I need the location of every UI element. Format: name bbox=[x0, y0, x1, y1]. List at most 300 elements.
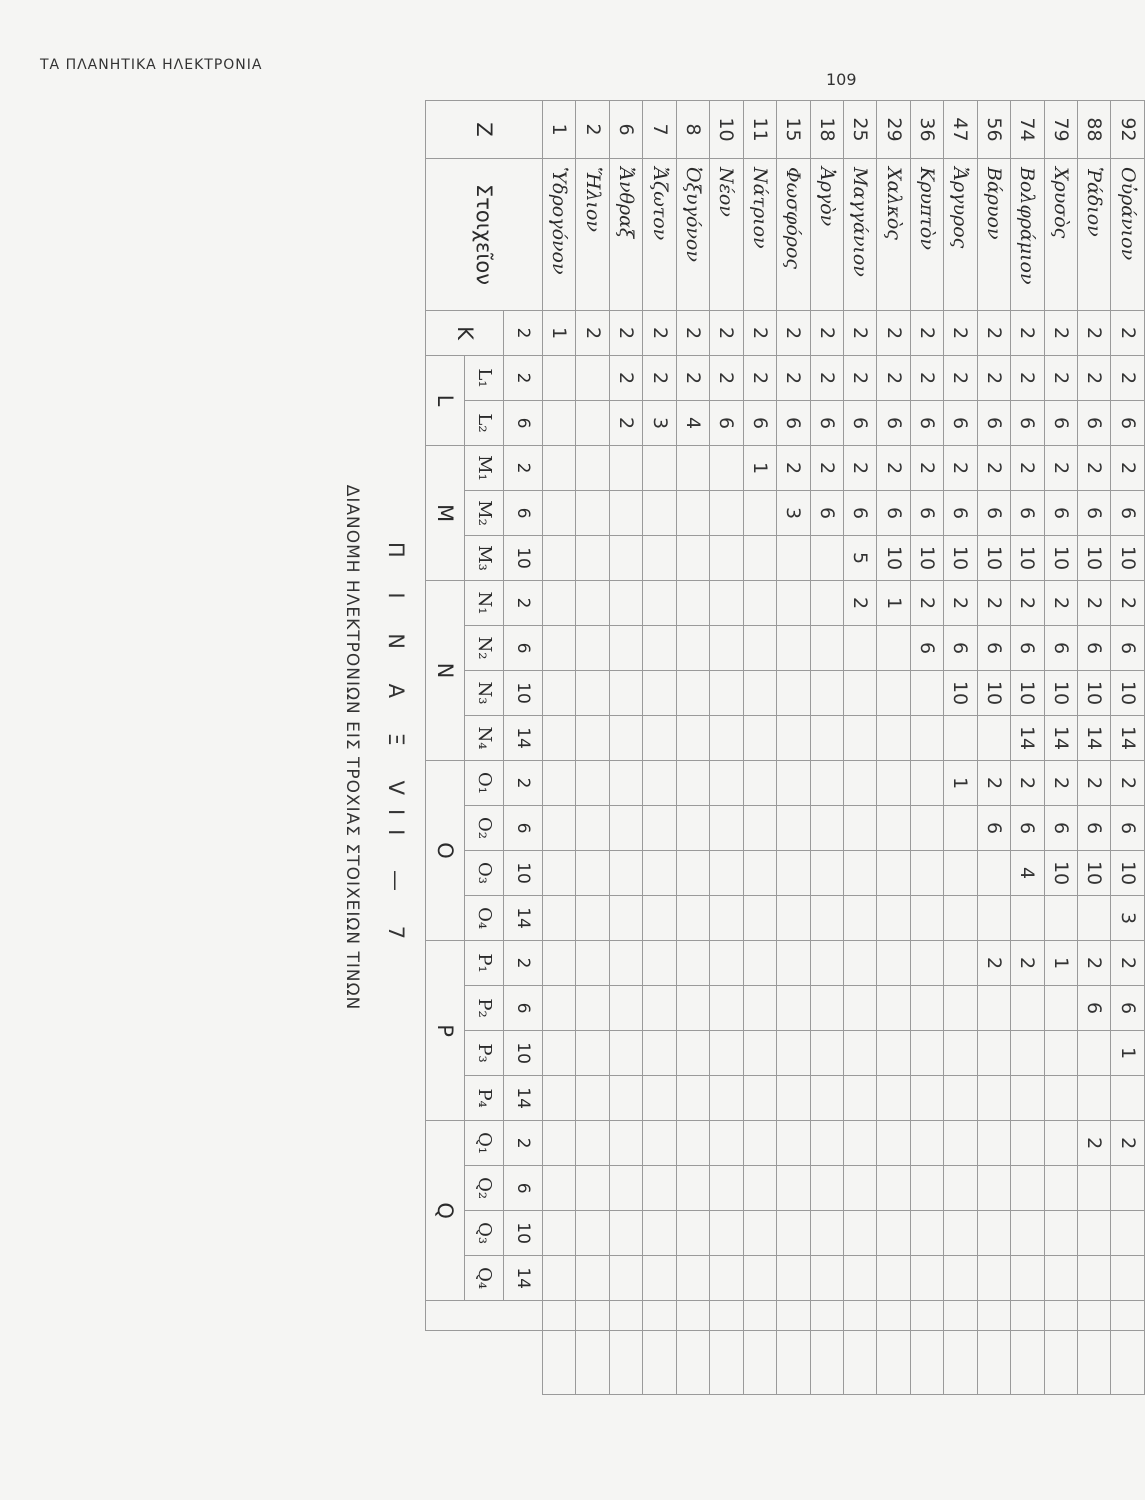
cell-value-text: 6 bbox=[815, 506, 838, 520]
cell-value bbox=[944, 806, 977, 851]
cell-value bbox=[676, 1031, 709, 1076]
cell-value-text: 6 bbox=[1016, 641, 1039, 655]
header-capacity-text: 6 bbox=[513, 822, 533, 834]
header-capacity bbox=[504, 716, 543, 761]
header-shell-N bbox=[426, 581, 465, 761]
cell-value bbox=[877, 581, 910, 626]
cell-value bbox=[843, 446, 876, 491]
cell-value-text: 1 bbox=[1116, 1047, 1139, 1060]
cell-value bbox=[609, 671, 642, 716]
header-subshell bbox=[465, 626, 504, 671]
cell-value bbox=[910, 1031, 943, 1076]
cell-value bbox=[910, 1076, 943, 1121]
cell-value-text: 6 bbox=[1083, 822, 1106, 835]
cell-value-text: 10 bbox=[1049, 545, 1072, 571]
cell-value bbox=[977, 1301, 1010, 1331]
table-row bbox=[1111, 101, 1145, 1395]
header-capacity bbox=[504, 1166, 543, 1211]
cell-value bbox=[810, 941, 843, 986]
cell-value-text: 2 bbox=[949, 326, 972, 340]
cell-element-name bbox=[576, 159, 609, 311]
header-shell-P bbox=[426, 941, 465, 1121]
header-subshell bbox=[465, 806, 504, 851]
cell-value bbox=[977, 1211, 1010, 1256]
cell-value-text: 6 bbox=[849, 416, 872, 430]
cell-value bbox=[777, 806, 810, 851]
cell-value bbox=[777, 356, 810, 401]
header-capacity-text: 10 bbox=[513, 1042, 533, 1064]
header-subshell bbox=[465, 581, 504, 626]
header-subshell bbox=[465, 1211, 504, 1256]
cell-z bbox=[676, 101, 709, 159]
header-capacity-text: 14 bbox=[513, 1087, 533, 1109]
cell-value-text: 2 bbox=[949, 461, 972, 475]
cell-element-name bbox=[944, 159, 977, 311]
header-capacity bbox=[504, 1211, 543, 1256]
cell-value bbox=[1078, 1166, 1111, 1211]
cell-value bbox=[910, 1166, 943, 1211]
cell-value bbox=[1044, 1166, 1077, 1211]
cell-value-text: 2 bbox=[849, 461, 872, 475]
cell-value bbox=[810, 491, 843, 536]
cell-element-name-text: Οὐράνιον bbox=[1116, 167, 1139, 261]
header-capacity-text: 10 bbox=[513, 547, 533, 569]
cell-value bbox=[977, 311, 1010, 356]
header-capacity-text: 6 bbox=[513, 642, 533, 654]
header-capacity-text: 10 bbox=[513, 1222, 533, 1244]
cell-value bbox=[810, 986, 843, 1031]
cell-value bbox=[810, 536, 843, 581]
cell-value bbox=[977, 941, 1010, 986]
cell-value-text: 3 bbox=[648, 416, 671, 430]
cell-value bbox=[643, 1076, 676, 1121]
cell-value bbox=[576, 311, 609, 356]
header-capacity-text: 6 bbox=[513, 1182, 533, 1194]
table-row bbox=[710, 101, 743, 1395]
header-subshell-text: P₄ bbox=[473, 1088, 495, 1108]
cell-value bbox=[977, 1256, 1010, 1301]
cell-value bbox=[543, 626, 576, 671]
cell-value bbox=[576, 941, 609, 986]
table-body bbox=[543, 101, 1145, 1395]
cell-value-text: 2 bbox=[882, 371, 905, 385]
cell-value bbox=[910, 806, 943, 851]
cell-value-text: 1 bbox=[882, 596, 905, 610]
cell-value bbox=[1078, 311, 1111, 356]
cell-value bbox=[1011, 851, 1044, 896]
cell-value bbox=[676, 536, 709, 581]
cell-value bbox=[543, 1166, 576, 1211]
cell-value bbox=[643, 626, 676, 671]
cell-value-text: 2 bbox=[949, 371, 972, 385]
cell-z bbox=[710, 101, 743, 159]
header-subshell-text: O₃ bbox=[473, 862, 495, 885]
table-row bbox=[877, 101, 910, 1395]
cell-value bbox=[743, 536, 776, 581]
cell-value-text: 2 bbox=[849, 371, 872, 385]
cell-value bbox=[543, 1256, 576, 1301]
cell-z-text: 2 bbox=[581, 123, 604, 136]
cell-element-name-text: Βολφράμιον bbox=[1016, 167, 1039, 285]
cell-value-text: 4 bbox=[1016, 867, 1039, 880]
header-subshell bbox=[465, 716, 504, 761]
cell-z-text: 6 bbox=[615, 123, 638, 136]
cell-value bbox=[743, 1121, 776, 1166]
cell-value-text: 6 bbox=[982, 506, 1005, 520]
cell-value bbox=[543, 851, 576, 896]
electron-distribution-table bbox=[425, 100, 1145, 1395]
cell-value bbox=[1078, 491, 1111, 536]
cell-value bbox=[1044, 806, 1077, 851]
cell-z-text: 47 bbox=[949, 117, 972, 142]
cell-value bbox=[1111, 581, 1145, 626]
cell-value-text: 2 bbox=[1083, 596, 1106, 610]
table-row bbox=[609, 101, 642, 1395]
cell-value-text: 2 bbox=[1016, 371, 1039, 385]
cell-blank bbox=[944, 1331, 977, 1395]
cell-value bbox=[944, 626, 977, 671]
cell-value-text: 2 bbox=[615, 371, 638, 385]
cell-value-text: 2 bbox=[782, 461, 805, 475]
cell-value bbox=[643, 1166, 676, 1211]
cell-value bbox=[643, 1211, 676, 1256]
table-row bbox=[643, 101, 676, 1395]
cell-value bbox=[1111, 1256, 1145, 1301]
cell-blank bbox=[877, 1331, 910, 1395]
cell-value bbox=[643, 356, 676, 401]
cell-value bbox=[910, 761, 943, 806]
cell-element-name-text: Βάρυον bbox=[982, 167, 1005, 240]
cell-value-text: 10 bbox=[1116, 545, 1139, 571]
cell-value bbox=[1044, 536, 1077, 581]
header-subshell-text: L₂ bbox=[473, 413, 495, 433]
cell-value-text: 2 bbox=[1083, 957, 1106, 970]
cell-value bbox=[710, 401, 743, 446]
cell-value bbox=[543, 581, 576, 626]
cell-value bbox=[643, 941, 676, 986]
cell-value-text: 2 bbox=[681, 371, 704, 385]
cell-value bbox=[1011, 806, 1044, 851]
cell-value bbox=[944, 1121, 977, 1166]
cell-value bbox=[1044, 896, 1077, 941]
cell-value bbox=[1044, 626, 1077, 671]
cell-value bbox=[1111, 761, 1145, 806]
cell-value-text: 6 bbox=[782, 416, 805, 430]
cell-z bbox=[1011, 101, 1044, 159]
cell-value bbox=[1111, 1076, 1145, 1121]
cell-value-text: 6 bbox=[849, 506, 872, 520]
cell-value-text: 10 bbox=[949, 545, 972, 571]
cell-value-text: 4 bbox=[681, 416, 704, 430]
cell-z-text: 15 bbox=[782, 117, 805, 142]
cell-value bbox=[743, 446, 776, 491]
cell-value bbox=[609, 1256, 642, 1301]
cell-value bbox=[576, 626, 609, 671]
cell-value bbox=[1044, 1301, 1077, 1331]
cell-value bbox=[743, 581, 776, 626]
header-shell-L bbox=[426, 356, 465, 446]
cell-element-name bbox=[977, 159, 1010, 311]
cell-value bbox=[1111, 1301, 1145, 1331]
cell-value bbox=[743, 311, 776, 356]
cell-value bbox=[576, 896, 609, 941]
cell-value-text: 2 bbox=[782, 371, 805, 385]
cell-z bbox=[777, 101, 810, 159]
cell-element-name-text: Μαγγάνιον bbox=[849, 167, 872, 277]
cell-value bbox=[777, 401, 810, 446]
header-capacity bbox=[504, 1031, 543, 1076]
page-number: 109 bbox=[826, 70, 857, 89]
header-capacity bbox=[504, 986, 543, 1031]
cell-z-text: 56 bbox=[982, 117, 1005, 142]
cell-value bbox=[810, 581, 843, 626]
cell-value bbox=[743, 626, 776, 671]
cell-value bbox=[777, 311, 810, 356]
cell-element-name-text: Νέον bbox=[715, 167, 738, 217]
cell-value-text: 2 bbox=[916, 371, 939, 385]
cell-value-text: 14 bbox=[1016, 725, 1039, 751]
cell-z bbox=[1078, 101, 1111, 159]
cell-value bbox=[643, 851, 676, 896]
cell-value bbox=[710, 491, 743, 536]
cell-value-text: 6 bbox=[1049, 822, 1072, 835]
cell-value bbox=[710, 1121, 743, 1166]
header-capacity-text: 2 bbox=[513, 1137, 533, 1149]
header-capacity-text: 2 bbox=[513, 597, 533, 609]
cell-value bbox=[910, 491, 943, 536]
cell-value-text: 2 bbox=[681, 326, 704, 340]
cell-value bbox=[777, 1301, 810, 1331]
header-capacity-text: 2 bbox=[513, 777, 533, 789]
cell-value bbox=[1044, 1121, 1077, 1166]
cell-value bbox=[944, 1256, 977, 1301]
cell-value bbox=[1044, 671, 1077, 716]
header-subshell bbox=[465, 671, 504, 716]
cell-value bbox=[877, 761, 910, 806]
cell-value bbox=[810, 716, 843, 761]
cell-value-text: 10 bbox=[1016, 545, 1039, 571]
header-subshell-text: P₁ bbox=[473, 953, 495, 973]
cell-value bbox=[1111, 851, 1145, 896]
cell-value bbox=[1111, 941, 1145, 986]
cell-z-text: 79 bbox=[1049, 117, 1072, 142]
cell-value bbox=[777, 1211, 810, 1256]
cell-value bbox=[1111, 446, 1145, 491]
cell-value-text: 6 bbox=[916, 641, 939, 655]
cell-value-text: 2 bbox=[1083, 326, 1106, 340]
header-capacity bbox=[504, 491, 543, 536]
cell-element-name bbox=[1011, 159, 1044, 311]
cell-value bbox=[1078, 401, 1111, 446]
cell-blank bbox=[777, 1331, 810, 1395]
cell-value bbox=[810, 1256, 843, 1301]
cell-value-text: 6 bbox=[1049, 416, 1072, 430]
cell-value-text: 2 bbox=[882, 461, 905, 475]
cell-element-name bbox=[810, 159, 843, 311]
cell-value bbox=[643, 1301, 676, 1331]
cell-value bbox=[643, 446, 676, 491]
cell-value bbox=[609, 761, 642, 806]
cell-value-text: 6 bbox=[748, 416, 771, 430]
cell-value bbox=[977, 716, 1010, 761]
cell-value bbox=[576, 581, 609, 626]
cell-element-name-text: Ὑδρογόνον bbox=[548, 167, 571, 275]
header-capacity bbox=[504, 761, 543, 806]
cell-blank bbox=[910, 1331, 943, 1395]
cell-z-text: 11 bbox=[748, 117, 771, 142]
header-subshell-text: P₃ bbox=[473, 1043, 495, 1063]
cell-value bbox=[843, 1166, 876, 1211]
cell-z-text: 18 bbox=[815, 117, 838, 142]
cell-value bbox=[944, 1211, 977, 1256]
cell-value bbox=[843, 1211, 876, 1256]
cell-value bbox=[843, 1301, 876, 1331]
header-shell-M-text: M bbox=[433, 503, 457, 523]
cell-z-text: 7 bbox=[648, 123, 671, 136]
cell-value bbox=[843, 536, 876, 581]
cell-value bbox=[576, 1256, 609, 1301]
table-row bbox=[944, 101, 977, 1395]
cell-value bbox=[910, 1121, 943, 1166]
cell-value bbox=[1044, 446, 1077, 491]
header-capacity bbox=[504, 536, 543, 581]
cell-element-name-text: Χρυσὸς bbox=[1049, 167, 1072, 239]
cell-value bbox=[1111, 536, 1145, 581]
cell-z bbox=[643, 101, 676, 159]
cell-value-text: 3 bbox=[782, 506, 805, 520]
cell-value bbox=[1078, 1076, 1111, 1121]
cell-value bbox=[843, 626, 876, 671]
cell-value-text: 10 bbox=[1116, 680, 1139, 706]
cell-value bbox=[910, 851, 943, 896]
header-capacity bbox=[504, 1076, 543, 1121]
cell-value bbox=[944, 761, 977, 806]
cell-value bbox=[1111, 986, 1145, 1031]
cell-value bbox=[977, 1076, 1010, 1121]
cell-value bbox=[543, 671, 576, 716]
table-row bbox=[543, 101, 576, 1395]
table-row bbox=[977, 101, 1010, 1395]
cell-value bbox=[877, 986, 910, 1031]
cell-value bbox=[843, 581, 876, 626]
cell-value bbox=[1011, 896, 1044, 941]
cell-value-text: 2 bbox=[1016, 326, 1039, 340]
cell-value-text: 6 bbox=[982, 822, 1005, 835]
cell-value bbox=[843, 1256, 876, 1301]
cell-value-text: 14 bbox=[1049, 725, 1072, 751]
cell-element-name bbox=[777, 159, 810, 311]
cell-value bbox=[609, 536, 642, 581]
cell-value-text: 2 bbox=[1116, 777, 1139, 790]
table-header bbox=[426, 101, 543, 1395]
cell-z bbox=[810, 101, 843, 159]
table-row bbox=[1044, 101, 1077, 1395]
cell-value bbox=[676, 626, 709, 671]
cell-value-text: 10 bbox=[1083, 860, 1106, 886]
cell-value bbox=[543, 986, 576, 1031]
cell-value bbox=[977, 356, 1010, 401]
cell-value bbox=[910, 896, 943, 941]
cell-value-text: 6 bbox=[982, 641, 1005, 655]
cell-value bbox=[1011, 941, 1044, 986]
cell-value-text: 2 bbox=[748, 326, 771, 340]
cell-value-text: 10 bbox=[1083, 680, 1106, 706]
cell-value bbox=[1044, 1256, 1077, 1301]
header-capacity bbox=[504, 401, 543, 446]
cell-value bbox=[1011, 1166, 1044, 1211]
header-blank bbox=[426, 1301, 543, 1331]
header-capacity bbox=[504, 356, 543, 401]
table-row bbox=[676, 101, 709, 1395]
cell-value bbox=[710, 1256, 743, 1301]
cell-blank bbox=[710, 1331, 743, 1395]
cell-value-text: 2 bbox=[648, 371, 671, 385]
cell-value-text: 2 bbox=[815, 461, 838, 475]
cell-value bbox=[944, 1031, 977, 1076]
cell-value bbox=[1011, 716, 1044, 761]
cell-value bbox=[710, 761, 743, 806]
cell-value bbox=[843, 1076, 876, 1121]
cell-value-text: 2 bbox=[982, 326, 1005, 340]
cell-value bbox=[1044, 356, 1077, 401]
table-row bbox=[910, 101, 943, 1395]
cell-element-name-text: Νάτριον bbox=[748, 167, 771, 249]
cell-value bbox=[1111, 311, 1145, 356]
cell-value bbox=[676, 671, 709, 716]
cell-value bbox=[777, 1166, 810, 1211]
cell-value bbox=[1011, 1301, 1044, 1331]
cell-value bbox=[977, 851, 1010, 896]
cell-value bbox=[977, 671, 1010, 716]
cell-element-name-text: Ἄνθραξ bbox=[615, 167, 638, 239]
header-capacity-text: 14 bbox=[513, 1267, 533, 1289]
cell-value bbox=[777, 581, 810, 626]
cell-z bbox=[843, 101, 876, 159]
cell-value-text: 6 bbox=[882, 416, 905, 430]
cell-z-text: 74 bbox=[1016, 117, 1039, 142]
cell-value bbox=[777, 1256, 810, 1301]
cell-value-text: 14 bbox=[1083, 725, 1106, 751]
cell-value-text: 6 bbox=[1083, 506, 1106, 520]
cell-value bbox=[843, 356, 876, 401]
cell-value bbox=[576, 806, 609, 851]
header-capacity-text: 2 bbox=[513, 372, 533, 384]
cell-value bbox=[576, 446, 609, 491]
cell-blank bbox=[676, 1331, 709, 1395]
cell-value-text: 6 bbox=[1116, 822, 1139, 835]
cell-value bbox=[877, 1076, 910, 1121]
cell-value-text: 2 bbox=[1116, 461, 1139, 475]
cell-blank bbox=[543, 1331, 576, 1395]
cell-value bbox=[676, 986, 709, 1031]
cell-value bbox=[743, 1211, 776, 1256]
cell-value bbox=[810, 806, 843, 851]
cell-value bbox=[1111, 1121, 1145, 1166]
cell-value-text: 2 bbox=[982, 957, 1005, 970]
cell-value bbox=[743, 986, 776, 1031]
cell-value bbox=[576, 491, 609, 536]
cell-value bbox=[676, 716, 709, 761]
cell-value bbox=[877, 941, 910, 986]
cell-value bbox=[1111, 806, 1145, 851]
cell-blank bbox=[609, 1331, 642, 1395]
cell-value-text: 6 bbox=[1116, 641, 1139, 655]
cell-value bbox=[977, 1166, 1010, 1211]
cell-value bbox=[609, 311, 642, 356]
header-capacity-text: 10 bbox=[513, 862, 533, 884]
cell-z bbox=[877, 101, 910, 159]
cell-element-name-text: Ἥλιον bbox=[581, 167, 604, 232]
